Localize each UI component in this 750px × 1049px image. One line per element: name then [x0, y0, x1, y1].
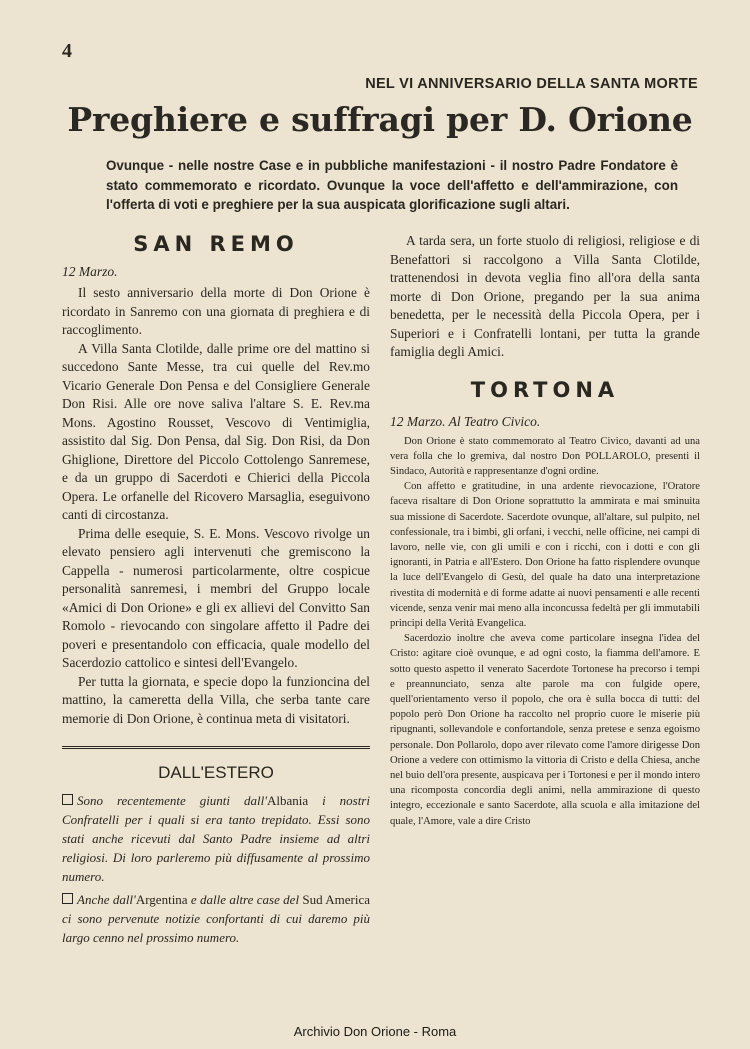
checkbox-square-icon	[62, 893, 73, 904]
sanremo-date: 12 Marzo.	[62, 264, 118, 279]
section-kicker: NEL VI ANNIVERSARIO DELLA SANTA MORTE	[365, 76, 698, 92]
tortona-paragraph: Don Orione è stato commemorato al Teatro Civico, davanti ad una vera folla che lo gremiva, dal nostro Don POLLAROLO, presenti il Sindaco, Autorità e rappresentanze d'ogni ordine.	[390, 435, 700, 477]
tortona-title: TORTONA	[470, 377, 620, 402]
page-number: 4	[62, 40, 72, 62]
tortona-paragraph: Sacerdozio inoltre che aveva come particolare insegna l'idea del Cristo: agitare cioè ovunque, e ad ogni costo, la fiamma dell'amore. E sotto questo aspetto il venerato Sacerdote Tortonese ha precorso i tempi e preannunciato, senza alte parole ma con fulgide opere, quell'orientamento verso il popolo, che ora è sulla bocca di tutti: del popolo però Don Orione ha raccolto nel proprio cuore le miserie più ripugnanti, sollevandole e confortandole, senza pretese e senza egoismo personale. Don Pollarolo, dopo aver rilevato come l'amore dirigesse Don Orione a vedere con ottimismo la vittoria di Cristo e della Chiesa, anche nel buio dell'ora presente, auspicava per i Tortonesi e per il mondo intero una ricompostа concordia degli animi, nella ammirazione di questo integro, eccezionale e santo Sacerdote, alla scuola e alla imitazione del quale, l'Amore, vale a dire Cristo	[390, 633, 700, 827]
intro-paragraph: Ovunque - nelle nostre Case e in pubbliche manifestazioni - il nostro Padre Fondatore è stato commemorato e ricordato. Ovunque la voce dell'affetto e dell'ammirazione, con l'offerta di voti e preghiere per la sua auspicata glorificazione sugli altari.	[106, 158, 678, 212]
headline: Preghiere e suffragi per D. Orione	[67, 100, 693, 139]
sanremo-paragraph-continued: A tarda sera, un forte stuolo di religiosi, religiose e di Benefattori si raccolgono a Villa Santa Clotilde, trattenendosi in devota veglia fino all'ora della santa morte di Don Orione, pregando per la sua anima benedetta, per le necessità della Piccola Opera, per i Superiori e i Confratelli lontani, per tutta la grande famiglia degli Amici.	[390, 233, 700, 359]
sanremo-title: SAN REMO	[133, 232, 299, 256]
archive-footer: Archivio Don Orione - Roma	[293, 1024, 457, 1039]
checkbox-square-icon	[62, 794, 73, 805]
estero-title: DALL'ESTERO	[158, 763, 274, 782]
sanremo-paragraph: Per tutta la giornata, e specie dopo la funzioncina del mattino, la cameretta della Villa, che serba tante care memorie di Don Orione, è continua meta di visitatori.	[62, 673, 370, 726]
tortona-date: 12 Marzo. Al Teatro Civico.	[390, 413, 541, 429]
left-column	[62, 232, 370, 951]
sanremo-paragraph: A Villa Santa Clotilde, dalle prime ore del mattino si succedono Sante Messe, tra cui quelle del Rev.mo Vicario Generale Don Pensa e del Consigliere Generale Don Risi. Alle ore nove saliva l'altare S. E. Rev.ma Mons. Agostino Rousset, Vescovo di Ventimiglia, assistito dal Sig. Don Pensa, dal Sig. Don Risi, da Don Ghiglione, Direttore del Piccolo Cottolengo Sanremese, e da un gruppo di Sacerdoti e Chierici della Piccola Opera. Le orfanelle del Ricovero Marsaglia, eseguivono canti di circostanza.	[62, 340, 370, 522]
tortona-paragraph: Con affetto e gratitudine, in una ardente rievocazione, l'Oratore faceva risaltare di Don Orione soprattutto la ammirata e mai sminuita sua missione di Sacerdote. Sacerdote ovunque, all'altare, sul pulpito, nel confessionale, tra i bimbi, gli orfani, i vecchi, nelle officine, nei campi di lavoro, nelle vie, con gli umili e con i ricchi, con i dotti e con gli ignoranti, in Patria e all'Estero. Don Orione ha fatto risplendere ovunque la luce dell'Evangelo di Gesù, del quale ha dato una interpretazione rivestita di modernità e di forme adatte ai nuovi pensamenti e alle recenti vicende, senza venir mai meno alla inconcussa fedeltà per gli immutabili principi della Verità Evangelica.	[390, 481, 700, 629]
sanremo-paragraph: Prima delle esequie, S. E. Mons. Vescovo rivolge un elevato pensiero agli intervenuti che gremiscono la Cappella - numerosi particolarmente, oltre cospicue personalità sanremesi, i membri del Gruppo locale «Amici di Don Orione» e gli ex allievi del Convitto San Romolo - rievocando con singolare affetto il Padre dei poveri e presentandolo con efficacia, quale modello del Sacerdozio cattolico e sintesi dell'Evangelo.	[62, 525, 370, 670]
right-column	[390, 232, 700, 829]
section-divider	[62, 746, 370, 749]
estero-item: Anche dall'Argentina e dalle altre case del Sud America ci sono pervenute notizie confortanti di cui daremo più largo cenno nel prossimo numero.	[62, 892, 370, 945]
estero-item: Sono recentemente giunti dall'Albania i nostri Confratelli per i quali si era tanto trepidato. Essi sono stati anche ricevuti dal Santo Padre insieme ad altri religiosi. Di loro parleremo più diffusamente al prossimo numero.	[62, 793, 370, 884]
sanremo-paragraph: Il sesto anniversario della morte di Don Orione è ricordato in Sanremo con una giornata di preghiera e di raccoglimento.	[62, 285, 370, 337]
